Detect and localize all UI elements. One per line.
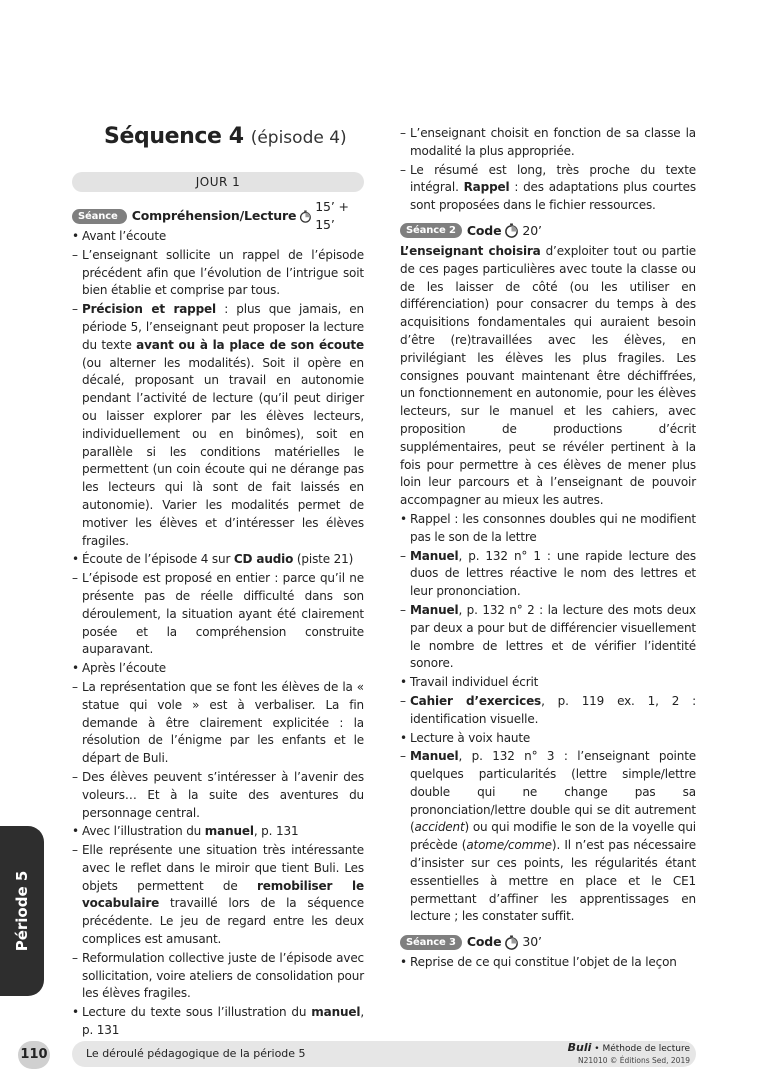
page-number: 110 bbox=[18, 1041, 50, 1069]
list-item: – Le résumé est long, très proche du texte intégral. Rappel : des adaptations plus courtes sont proposées dans le fichier ressources. bbox=[400, 162, 696, 213]
footer-product: • Méthode de lecture bbox=[591, 1044, 690, 1054]
stopwatch-icon bbox=[504, 223, 519, 238]
list-item: • Rappel : les consonnes doubles qui ne modifient pas le son de la lettre bbox=[400, 511, 696, 544]
stopwatch-icon bbox=[299, 209, 312, 224]
list-item: • Travail individuel écrit bbox=[400, 675, 539, 690]
session-title: Compréhension/Lecture bbox=[131, 208, 297, 224]
session-title: Code bbox=[466, 934, 502, 950]
list-item: – Elle représente une situation très intéressante avec le reflet dans le miroir que tient Buli. Les objets permettent de remobiliser le vocabulaire travaillé lors de la séquence précédente. Le jeu de regard entre les deux complices est amusant. bbox=[72, 843, 365, 947]
list-item: – L’enseignant sollicite un rappel de l’épisode précédent afin que l’évolution de l’intrigue soit bien établie et comprise par tous. bbox=[72, 247, 364, 298]
list-item: • Avec l’illustration du manuel, p. 131 bbox=[72, 824, 299, 839]
period-side-tab-label: Période 5 bbox=[13, 870, 31, 952]
session-3-header bbox=[400, 932, 696, 952]
footer-publisher bbox=[560, 1042, 690, 1067]
list-item: • Lecture du texte sous l’illustration du manuel, p. 131 bbox=[72, 1005, 364, 1038]
list-item: – Manuel, p. 132 n° 3 : l’enseignant pointe quelques particularités (lettre simple/lettre double qui ne change pas sa prononciation/lettre double qui se dit autrement (accident) ou qui modifie le son de la voyelle qui précède (atome/comme). Il n’est pas nécessaire d’insister sur ces points, les régularités étant essentielles à mettre en place et le CE1 permettant d’affiner les apprentissages en lecture ; les constater suffit. bbox=[400, 749, 696, 924]
list-item: • Lecture à voix haute bbox=[400, 730, 531, 745]
session-duration: 20’ bbox=[522, 223, 542, 239]
list-item: – L’épisode est proposé en entier : parce qu’il ne présente pas de réelle difficulté dans son déroulement, la situation ayant été clairement posée et la compréhension construite auparavant. bbox=[72, 571, 364, 657]
list-item: – Des élèves peuvent s’intéresser à l’avenir des voleurs… Et à la suite des aventures du personnage central. bbox=[72, 769, 364, 820]
list-item: • Avant l’écoute bbox=[72, 229, 167, 243]
sequence-title-main: Séquence 4 bbox=[104, 124, 244, 149]
day-band: JOUR 1 bbox=[72, 172, 364, 192]
list-item: – Précision et rappel : plus que jamais, en période 5, l’enseignant peut proposer la lecture du texte avant ou à la place de son écoute (ou alterner les modalités). Soit il opère en décalé, proposant un travail en autonomie pendant l’activité de lecture (qu’il peut diriger ou laisser explorer par les élèves lecteurs, individuellement ou en binômes), soit en parallèle si les conditions matérielles le permettent (un coin écoute qui ne dérange pas les lecteurs qui là sont de fait laissés en autonomie). Varier les modalités permet de motiver les élèves et d’intéresser les élèves fragiles. bbox=[72, 302, 364, 548]
session-chip: Séance 1 bbox=[72, 209, 127, 224]
session-2-header bbox=[400, 221, 696, 241]
session-chip: Séance 2 bbox=[400, 223, 462, 238]
session-title: Code bbox=[466, 223, 502, 239]
paragraph: L’enseignant choisira d’exploiter tout ou partie de ces pages particulières avec toute la classe ou de les laisser de côté (ou les utiliser en différenciation) pour consacrer du temps à des acquisitions fondamentales qui auraient besoin d’être (re)travaillées avec les élèves, en privilégiant les élèves les plus fragiles. Les consignes pouvant maintenant être déchiffrées, un fonctionnement en autonomie, pour les élèves lecteurs, sur le manuel et les cahiers, avec proposition de productions d’écrit supplémentaires, peut se révéler pertinent à la fois pour permettre à ces élèves de mener plus loin leur parcours et à l’enseignant de pouvoir accompagner au mieux les autres. bbox=[400, 243, 696, 508]
list-item: – Cahier d’exercices, p. 119 ex. 1, 2 : identification visuelle. bbox=[400, 693, 696, 726]
list-item: – La représentation que se font les élèves de la « statue qui vole » est à verbaliser. La fin demande à être clairement explicitée : la résolution de l’énigme par les enfants et le départ de Buli. bbox=[72, 679, 364, 766]
list-item: – Manuel, p. 132 n° 2 : la lecture des mots deux par deux a pour but de différencier visuellement le nombre de lettres et de vérifier l’identité sonore. bbox=[400, 602, 696, 671]
list-item: – Reformulation collective juste de l’épisode avec sollicitation, voire ateliers de consolidation pour les élèves fragiles. bbox=[72, 950, 364, 1001]
list-item: • Reprise de ce qui constitue l’objet de la leçon bbox=[400, 955, 677, 970]
sequence-title-episode: (épisode 4) bbox=[250, 128, 347, 148]
list-item: – Manuel, p. 132 n° 1 : une rapide lecture des duos de lettres réactive le nom des lettres et leur prononciation. bbox=[400, 548, 696, 599]
period-side-tab bbox=[0, 826, 44, 996]
stopwatch-icon bbox=[504, 935, 519, 950]
sequence-title bbox=[104, 124, 364, 149]
left-column bbox=[72, 199, 365, 1041]
brand-logo: Buli bbox=[567, 1041, 592, 1054]
session-chip: Séance 3 bbox=[400, 935, 462, 950]
footer-title: Le déroulé pédagogique de la période 5 bbox=[86, 1047, 306, 1060]
footer-copyright: N21010 © Éditions Sed, 2019 bbox=[578, 1056, 690, 1065]
list-item: • Après l’écoute bbox=[72, 661, 167, 676]
list-item: – L’enseignant choisit en fonction de sa classe la modalité la plus appropriée. bbox=[400, 126, 696, 158]
session-duration: 30’ bbox=[522, 934, 542, 950]
session-duration: 15’ + 15’ bbox=[315, 199, 349, 232]
list-item: • Écoute de l’épisode 4 sur CD audio (piste 21) bbox=[72, 552, 354, 567]
right-column bbox=[400, 124, 696, 973]
